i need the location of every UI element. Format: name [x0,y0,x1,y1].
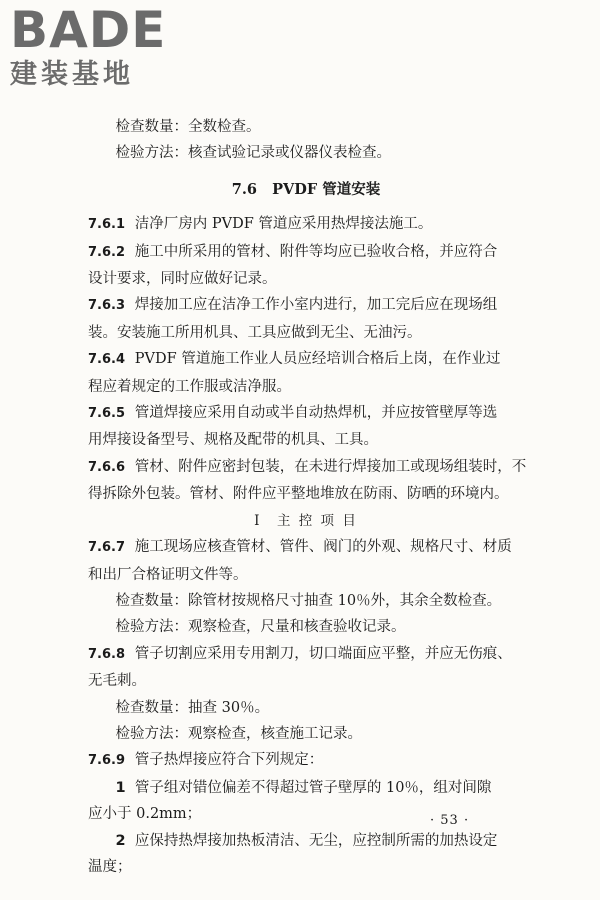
clause-text-continued: 程应着规定的工作服或洁净服。 [88,378,291,395]
inspection-quantity: 检查数量：抽查 30％。 [115,699,270,716]
clause-7-6-8 [88,641,524,668]
clause-number: 7.6.1 [88,217,126,233]
clause-7-6-7 [88,534,524,561]
list-item-1 [88,775,524,801]
clause-text: 施工中所采用的管材、附件等均应已验收合格，并应符合 [134,243,498,260]
item-text-continued: 应小于 0.2mm； [88,806,202,823]
item-number: 2 [115,832,126,849]
clause-text-continued: 装。安装施工所用机具、工具应做到无尘、无油污。 [88,324,422,341]
section-title: PVDF 管道安装 [272,180,381,198]
clause-7-6-5 [88,400,524,427]
clause-7-6-1 [88,211,524,238]
inspection-method: 检验方法：观察检查，尺量和核查验收记录。 [115,619,406,636]
logo [10,1,185,92]
section-heading [88,177,524,203]
clause-text: 焊接加工应在洁净工作小室内进行，加工完后应在现场组 [134,297,498,314]
item-text: 应保持热焊接加热板清洁、无尘，应控制所需的加热设定 [134,832,498,849]
clause-7-6-3 [88,292,524,319]
clause-number: 7.6.2 [88,244,126,260]
item-number: 1 [115,779,126,796]
list-item-2 [88,828,524,854]
clause-text: 管材、附件应密封包装，在未进行焊接加工或现场组装时，不 [134,458,527,475]
clause-number: 7.6.4 [88,352,126,368]
clause-text: 洁净厂房内 PVDF 管道应采用热焊接法施工。 [134,216,433,233]
subsection-title: Ⅰ 主 控 项 目 [254,512,358,529]
clause-7-6-9 [88,747,524,774]
clause-7-6-2 [88,239,524,266]
logo-wordmark: BADE [10,1,167,59]
clause-text-continued: 得拆除外包装。管材、附件应平整地堆放在防雨、防晒的环境内。 [88,486,509,503]
clause-number: 7.6.3 [88,298,126,314]
section-number: 7.6 [231,180,257,198]
clause-text-continued: 设计要求，同时应做好记录。 [88,271,277,288]
clause-number: 7.6.5 [88,406,126,422]
clause-text: 管子热焊接应符合下列规定： [134,752,324,769]
clause-7-6-6 [88,454,527,481]
clause-7-6-4 [88,346,524,373]
inspection-quantity: 检查数量：全数检查。 [115,119,261,135]
clause-text: 管子切割应采用专用割刀，切口端面应平整，并应无伤痕、 [134,645,512,662]
clause-text: 管道焊接应采用自动或半自动热焊机，并应按管壁厚等选 [134,405,498,422]
page-number: · 53 · [430,813,470,828]
clause-text-continued: 和出厂合格证明文件等。 [88,566,248,583]
clause-number: 7.6.9 [88,753,126,769]
logo-chinese: 建装基地 [10,59,134,90]
clause-text-continued: 用焊接设备型号、规格及配带的机具、工具。 [88,432,378,449]
clause-text-continued: 无毛刺。 [88,673,146,690]
inspection-method: 检验方法：观察检查，核查施工记录。 [115,725,363,742]
item-text-continued: 温度； [88,858,132,875]
inspection-method: 检验方法：核查试验记录或仪器仪表检查。 [115,145,392,162]
clause-text: PVDF 管道施工作业人员应经培训合格后上岗，在作业过 [134,351,501,368]
page-body [88,114,527,880]
inspection-quantity: 检查数量：除管材按规格尺寸抽查 10％外，其余全数检查。 [115,592,502,609]
clause-number: 7.6.6 [88,459,126,475]
item-text: 管子组对错位偏差不得超过管子壁厚的 10％，组对间隙 [134,779,492,796]
clause-number: 7.6.7 [88,540,126,556]
clause-text: 施工现场应核查管材、管件、阀门的外观、规格尺寸、材质 [134,539,512,556]
clause-number: 7.6.8 [88,646,126,662]
